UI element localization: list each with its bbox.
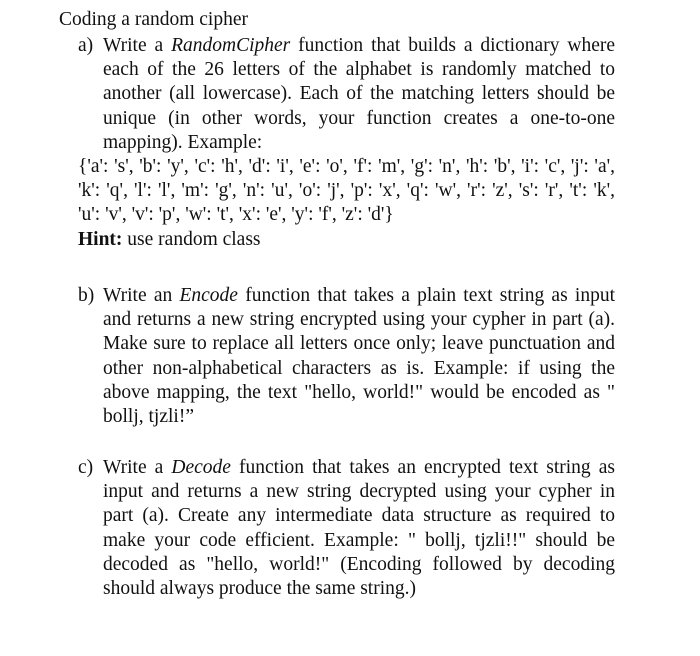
part-a-paragraph: [78, 34, 615, 155]
hint-text: use random class: [122, 228, 261, 250]
part-c-section: [78, 456, 615, 601]
part-a-hint: [78, 228, 615, 252]
part-a-example-mapping: {'a': 's', 'b': 'y', 'c': 'h', 'd': 'i', 'e': 'o', 'f': 'm', 'g': 'n', 'h': 'b', 'i': 'c', 'j': 'a', 'k': 'q', 'l': 'l', 'm': 'g', 'n': 'u', 'o': 'j', 'p': 'x', 'q': 'w', 'r': 'z', 's': 'r', 't': 'k', 'u': 'v', 'v': 'p', 'w': 't', 'x': 'e', 'y': 'f', 'z': 'd'}: [78, 156, 615, 226]
part-b-text-rest: function that takes a plain text string as input and returns a new string encrypted using your cypher in part (a). Make sure to replace all letters once only; leave punctuation and other non-alphabetical characters as is. Example: if using the above mapping, the text "hello, world!" would be encoded as " bollj, tjzli!”: [103, 285, 615, 428]
part-a-function-name: RandomCipher: [171, 35, 291, 56]
document-title: Coding a random cipher: [59, 9, 248, 30]
part-a-text: [103, 34, 615, 155]
part-c-function-name: Decode: [171, 457, 231, 478]
part-a-section: [78, 34, 615, 252]
part-b-text-start: Write an: [103, 285, 180, 306]
part-c-paragraph: [78, 456, 615, 601]
part-a-text-rest: function that builds a dictionary where each of the 26 letters of the alphabet is randomly matched to another (all lowercase). Each of the matching letters should be unique (in other words, your function creates a one-to-one mapping). Example:: [103, 35, 615, 153]
part-b-section: [78, 284, 615, 429]
part-c-text: [103, 456, 615, 601]
part-c-label: c): [78, 457, 94, 478]
part-c-text-start: Write a: [103, 457, 172, 478]
part-c-text-rest: function that takes an encrypted text string as input and returns a new string decrypted using your cypher in part (a). Create any intermediate data structure as required to make your code efficient. Example: " bollj, tjzli!!" should be decoded as "hello, world!" (Encoding followed by decoding should always produce the same string.): [103, 457, 615, 600]
hint-label: Hint:: [78, 228, 123, 250]
part-b-text: [103, 284, 615, 429]
part-b-function-name: Encode: [179, 285, 238, 306]
part-b-paragraph: [78, 284, 615, 429]
part-a-text-start: Write a: [103, 35, 172, 56]
part-a-label: a): [78, 35, 94, 56]
part-b-label: b): [78, 285, 95, 306]
